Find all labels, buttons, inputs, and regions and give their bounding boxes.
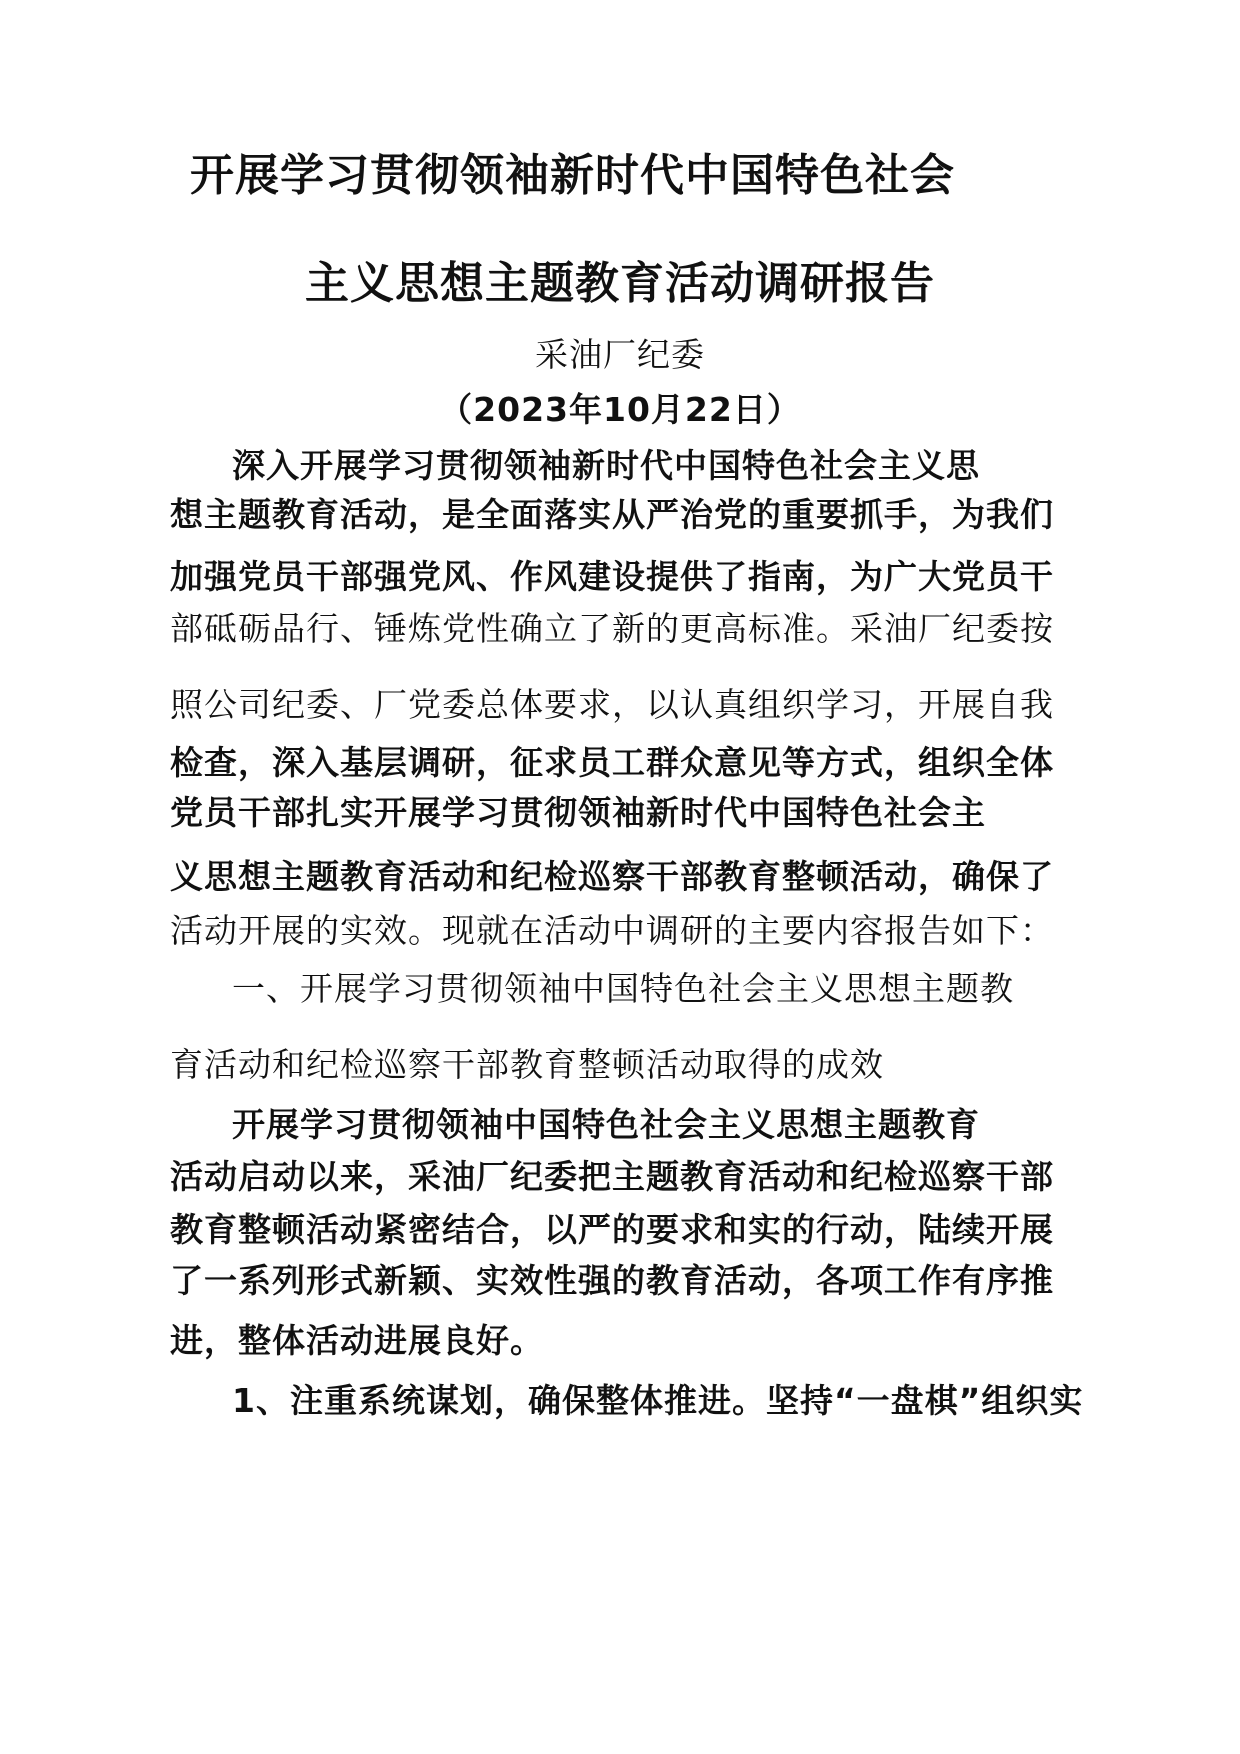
report-date: （2023年10月22日） — [439, 390, 801, 429]
paragraph-line: 教育整顿活动紧密结合，以严的要求和实的行动，陆续开展 — [170, 1210, 1054, 1249]
paragraph-line: 深入开展学习贯彻领袖新时代中国特色社会主义思 — [232, 446, 980, 485]
author-unit: 采油厂纪委 — [535, 335, 705, 374]
paragraph-line: 党员干部扎实开展学习贯彻领袖新时代中国特色社会主 — [170, 793, 986, 832]
paragraph-line: 检查，深入基层调研，征求员工群众意见等方式，组织全体 — [170, 743, 1054, 782]
paragraph-line: 照公司纪委、厂党委总体要求，以认真组织学习，开展自我 — [170, 685, 1054, 724]
section-heading-line: 一、开展学习贯彻领袖中国特色社会主义思想主题教 — [232, 969, 1014, 1008]
title-line-1: 开展学习贯彻领袖新时代中国特色社会 — [190, 150, 955, 201]
subsection-line: 1、注重系统谋划，确保整体推进。坚持“一盘棋”组织实 — [232, 1381, 1084, 1420]
paragraph-line: 进，整体活动进展良好。 — [170, 1321, 544, 1360]
paragraph-line: 活动开展的实效。现就在活动中调研的主要内容报告如下： — [170, 911, 1054, 950]
title-line-2: 主义思想主题教育活动调研报告 — [305, 258, 935, 309]
paragraph-line: 加强党员干部强党风、作风建设提供了指南，为广大党员干 — [170, 557, 1054, 596]
paragraph-line: 想主题教育活动，是全面落实从严治党的重要抓手，为我们 — [170, 495, 1054, 534]
paragraph-line: 活动启动以来，采油厂纪委把主题教育活动和纪检巡察干部 — [170, 1157, 1054, 1196]
paragraph-line: 义思想主题教育活动和纪检巡察干部教育整顿活动，确保了 — [170, 857, 1054, 896]
paragraph-line: 开展学习贯彻领袖中国特色社会主义思想主题教育 — [232, 1105, 980, 1144]
section-heading-line: 育活动和纪检巡察干部教育整顿活动取得的成效 — [170, 1045, 884, 1084]
paragraph-line: 部砥砺品行、锤炼党性确立了新的更高标准。采油厂纪委按 — [170, 609, 1054, 648]
paragraph-line: 了一系列形式新颖、实效性强的教育活动，各项工作有序推 — [170, 1261, 1054, 1300]
